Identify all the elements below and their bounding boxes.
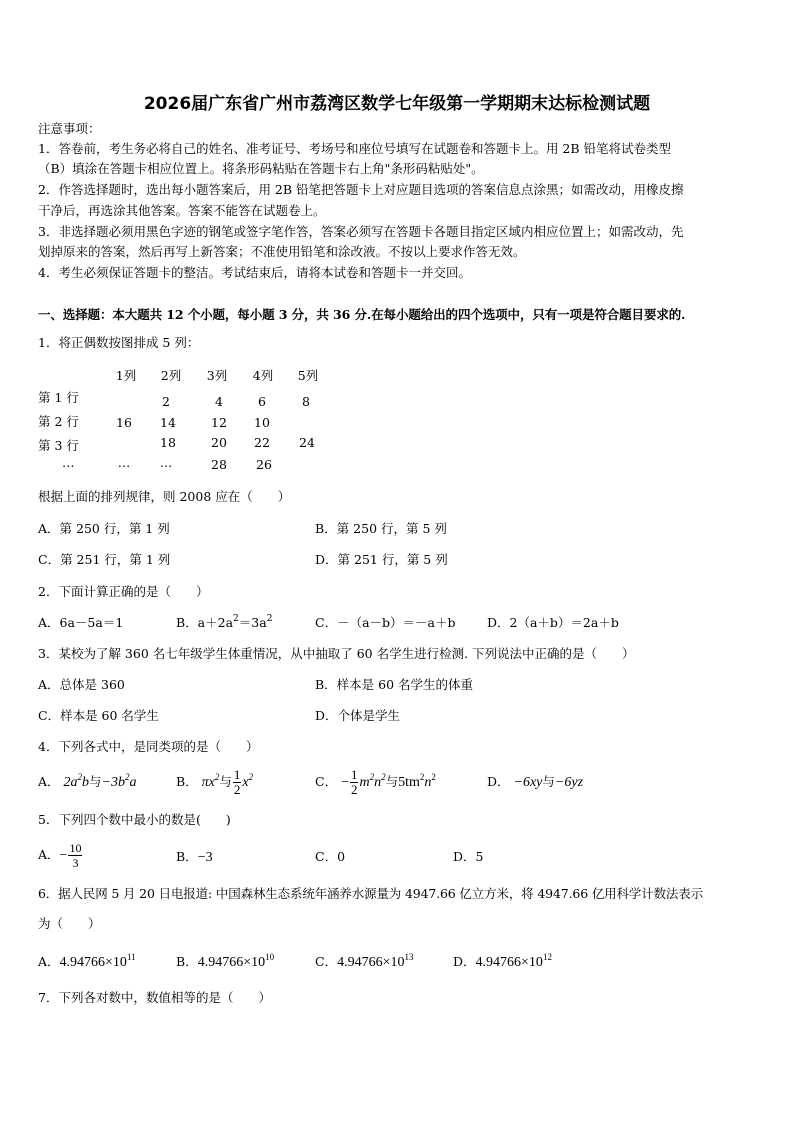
notice-line: 4．考生必须保证答题卡的整洁。考试结束后，请将本试卷和答题卡一并交回。 xyxy=(38,265,471,280)
table-cell: … xyxy=(117,455,131,470)
option-d: D．$4.94766\times 10^{12}$ xyxy=(453,952,552,970)
table-col-header: 5列 xyxy=(297,368,319,383)
table-cell: … xyxy=(159,455,173,470)
table-cell: 8 xyxy=(302,394,310,409)
option-a: A．第 250 行，第 1 列 xyxy=(38,521,170,536)
option-a: A．6a－5a＝1 xyxy=(38,615,124,630)
table-cell: 4 xyxy=(215,394,223,409)
option-b: B． $\pi x^2$与 $\frac{1}{2}$ $x^2$ xyxy=(176,767,254,797)
notice-line: 3．非选择题必须用黑色字迹的钢笔或签字笔作答，答案必须写在答题卡各题目指定区域内相应位置上；如需改动，先 xyxy=(38,224,684,239)
table-col-header: 4列 xyxy=(252,368,274,383)
option-b: B．$4.94766\times 10^{10}$ xyxy=(176,952,275,970)
option-d: D．个体是学生 xyxy=(315,708,401,723)
table-cell: 28 xyxy=(211,457,227,472)
option-a: A． $2a^2b$与$-3b^2a$ xyxy=(38,772,137,790)
table-row-label: … xyxy=(62,455,75,470)
option-a: A．$4.94766\times 10^{11}$ xyxy=(38,952,136,970)
option-d: D． −6xy与−6yz xyxy=(487,774,584,790)
table-col-header: 3列 xyxy=(206,368,228,383)
option-c: C．$4.94766\times 10^{13}$ xyxy=(315,952,414,970)
table-cell: 10 xyxy=(254,415,270,430)
option-b: B．第 250 行，第 5 列 xyxy=(315,521,447,536)
option-a: A．− $\frac{10}{3}$ xyxy=(38,841,82,870)
option-c: C．0 xyxy=(315,849,346,864)
question-6-stem: 6．据人民网 5 月 20 日电报道: 中国森林生态系统年涵养水源量为 4947.66 亿立方米，将 4947.66 亿用科学计数法表示 xyxy=(38,886,703,901)
question-1-ask: 根据上面的排列规律，则 2008 应在（ ） xyxy=(38,489,291,504)
question-1-stem: 1．将正偶数按图排成 5 列： xyxy=(38,335,200,350)
option-d: D．第 251 行，第 5 列 xyxy=(315,552,448,567)
question-5-stem: 5．下列四个数中最小的数是( ) xyxy=(38,812,231,827)
notice-line: 划掉原来的答案，然后再写上新答案；不准使用铅笔和涂改液。不按以上要求作答无效。 xyxy=(38,244,526,259)
table-cell: 6 xyxy=(258,394,266,409)
table-cell: 14 xyxy=(160,415,176,430)
question-2-stem: 2．下面计算正确的是（ ） xyxy=(38,584,209,599)
table-cell: 18 xyxy=(160,435,176,450)
table-col-header: 1列 xyxy=(115,368,137,383)
option-c: C． − $\frac{1}{2}$ $m^2n^2$与$5tm^2n^2$ xyxy=(315,767,436,797)
option-a: A．总体是 360 xyxy=(38,677,125,692)
table-row-label: 第 3 行 xyxy=(38,438,79,453)
table-cell: 26 xyxy=(256,457,272,472)
table-row-label: 第 1 行 xyxy=(38,390,79,405)
question-4-stem: 4．下列各式中，是同类项的是（ ） xyxy=(38,739,259,754)
option-d: D．5 xyxy=(453,849,484,864)
table-cell: 22 xyxy=(254,435,270,450)
table-cell: 24 xyxy=(299,435,315,450)
notice-line: （B）填涂在答题卡相应位置上。将条形码粘贴在答题卡右上角"条形码粘贴处"。 xyxy=(38,161,484,176)
table-cell: 12 xyxy=(211,415,227,430)
page-title: 2026届广东省广州市荔湾区数学七年级第一学期期末达标检测试题 xyxy=(143,94,651,114)
table-cell: 16 xyxy=(116,415,132,430)
section-heading: 一、选择题：本大题共 12 个小题，每小题 3 分，共 36 分.在每小题给出的四个选项中，只有一项是符合题目要求的. xyxy=(38,307,686,322)
option-b: B．−3 xyxy=(176,849,213,865)
notice-line: 干净后，再选涂其他答案。答案不能答在试题卷上。 xyxy=(38,203,326,218)
question-3-stem: 3．某校为了解 360 名七年级学生体重情况，从中抽取了 60 名学生进行检测. 下列说法中正确的是（ ） xyxy=(38,646,635,661)
option-b: B．$a+2a^2=3a^2$ xyxy=(176,614,273,630)
table-cell: 20 xyxy=(211,435,227,450)
option-d: D．2（a＋b）＝2a＋b xyxy=(487,615,619,630)
option-b: B．样本是 60 名学生的体重 xyxy=(315,677,474,692)
question-7-stem: 7．下列各对数中，数值相等的是（ ） xyxy=(38,990,271,1005)
notice-line: 2．作答选择题时，选出每小题答案后，用 2B 铅笔把答题卡上对应题目选项的答案信息点涂黑；如需改动，用橡皮擦 xyxy=(38,182,684,197)
notice-line: 1．答卷前，考生务必将自己的姓名、准考证号、考场号和座位号填写在试题卷和答题卡上。用 2B 铅笔将试卷类型 xyxy=(38,141,672,156)
table-col-header: 2列 xyxy=(160,368,182,383)
question-6-stem-cont: 为（ ） xyxy=(38,916,101,931)
option-c: C．第 251 行，第 1 列 xyxy=(38,552,171,567)
notice-heading: 注意事项： xyxy=(38,121,101,136)
option-c: C．－（a－b）＝－a＋b xyxy=(315,615,456,630)
option-c: C．样本是 60 名学生 xyxy=(38,708,159,723)
table-row-label: 第 2 行 xyxy=(38,414,79,429)
table-cell: 2 xyxy=(162,394,170,409)
